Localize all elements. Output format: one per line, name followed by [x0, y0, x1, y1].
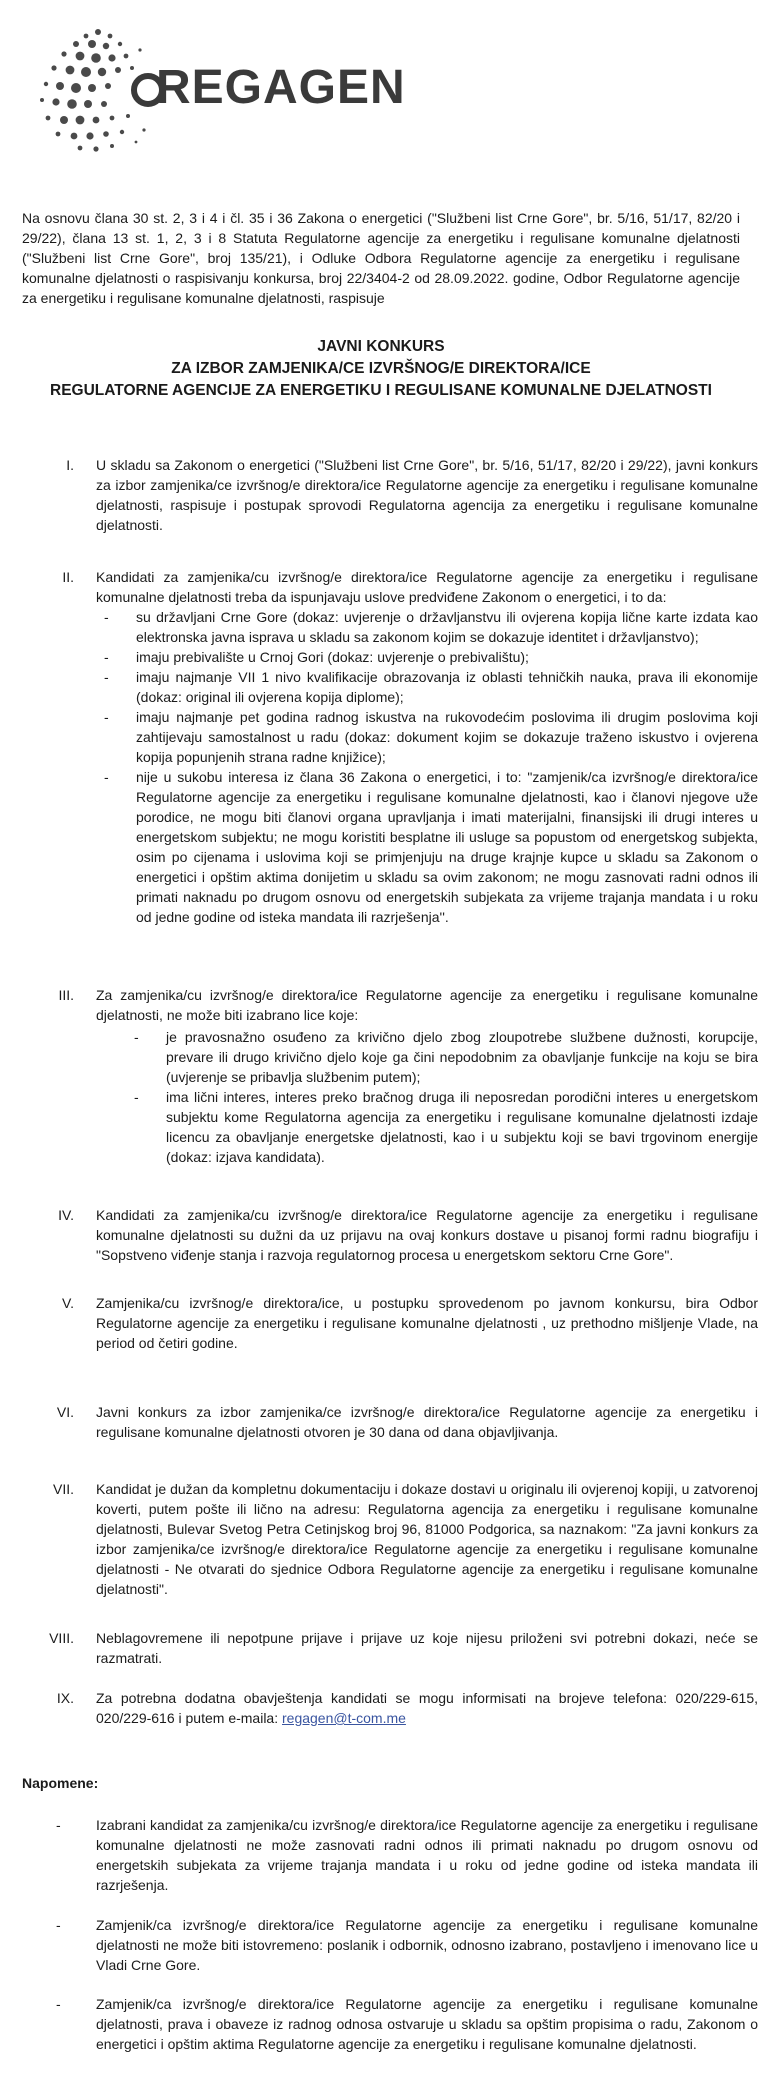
dots-icon [36, 26, 166, 154]
section-text: U skladu sa Zakonom o energetici ("Službeni list Crne Gore", br. 5/16, 51/17, 82/20 i 29/22), javni konkurs za izbor zamjenika/ce izvršnog/e direktora/ice Regulatorne agencije za energetiku i regulisane komunalne djelatnosti, raspisuje i postupak sprovodi Regulatorna agencija za energetiku i regulisane komunalne djelatnosti. [96, 457, 758, 533]
list-item-text: imaju najmanje VII 1 nivo kvalifikacije obrazovanja iz oblasti tehničkih nauka, prava ili ekonomije (dokaz: original ili ovjerena kopija diplome); [136, 669, 758, 705]
regagen-logo [36, 26, 406, 154]
list-item: - imaju najmanje VII 1 nivo kvalifikacije obrazovanja iz oblasti tehničkih nauka, prava ili ekonomije (dokaz: original ili ovjerena kopija diplome); [104, 669, 758, 705]
list-item: - imaju prebivalište u Crnoj Gori (dokaz: uvjerenje o prebivalištu); [96, 647, 758, 667]
contact-text: Za potrebna dodatna obavještenja kandidati se mogu informisati na brojeve telefona: 020/229-615, 020/229-616 i putem e-maila: [96, 1690, 758, 1726]
list-item-text: imaju najmanje pet godina radnog iskustva na rukovodećim poslovima ili drugim poslovima koji zahtijevaju samostalnost u radu (dokaz: dokument kojim se dokazuje traženo iskustvo i ovjerena kopija popunjenih strana radne knjižice); [136, 709, 758, 765]
section-number: III. [58, 987, 74, 1003]
title-line-2: ZA IZBOR ZAMJENIKA/CE IZVRŠNOG/E DIREKTORA/ICE [171, 360, 591, 377]
section-number: IX. [56, 1690, 74, 1706]
list-item-text: su državljani Crne Gore (dokaz: uvjerenje o državljanstvu ili ovjerena kopija lične karte izdata kao elektronska javna isprava u skladu sa zakonom kojim se dokazuje identitet i državljanstvo); [136, 609, 758, 645]
email-link[interactable]: regagen@t-com.me [282, 1710, 406, 1726]
list-item-text: ima lični interes, interes preko bračnog druga ili neposredan porodični interes u energetskom subjektu kome Regulatorna agencija za energetiku i regulisane komunalne djelatnosti izdaje licencu za obavljanje energetske djelatnosti, kao i u subjektu koji se bavi trgovinom energije (dokaz: izjava kandidata). [166, 1089, 758, 1165]
section-number: IV. [58, 1207, 74, 1223]
note-text: Izabrani kandidat za zamjenika/cu izvršnog/e direktora/ice Regulatorne agencije za energetiku i regulisane komunalne djelatnosti ne može zasnovati radni odnos ili primati naknadu po drugom osnovu od energetskih subjekata za vrijeme trajanja mandata i u roku od jedne godine od isteka mandata ili razrješenja. [96, 1817, 758, 1893]
exclusions-list [96, 1027, 758, 1167]
document-title [22, 336, 740, 402]
note-text: Zamjenik/ca izvršnog/e direktora/ice Regulatorne agencije za energetiku i regulisane komunalne djelatnosti ne može biti istovremeno: poslanik i odbornik, odnosno izabrano, postavljeno i imenovano lice u Vladi Crne Gore. [96, 1917, 758, 1973]
list-item: - je pravosnažno osuđeno za krivično djelo zbog zloupotrebe službene dužnosti, korupcije, prevare ili drugo krivično djelo koje ga čini nepodobnim za obavljanje funkcije na koju se bira (uvjerenje se pribavlja službenim putem); [134, 1029, 758, 1085]
intro-paragraph: Na osnovu člana 30 st. 2, 3 i 4 i čl. 35 i 36 Zakona o energetici ("Službeni list Crne Gore", br. 5/16, 51/17, 82/20 i 29/22), člana 13 st. 1, 2, 3 i 8 Statuta Regulatorne agencije za energetiku i regulisane komunalne djelatnosti ("Službeni list Crne Gore", broj 135/21), i Odluke Odbora Regulatorne agencije za energetiku i regulisane komunalne djelatnosti o raspisivanju konkursa, broj 22/3404-2 od 28.09.2022. godine, Odbor Regulatorne agencije za energetiku i regulisane komunalne djelatnosti, raspisuje [22, 210, 740, 306]
list-item: - su državljani Crne Gore (dokaz: uvjerenje o državljanstvu ili ovjerena kopija lične karte izdata kao elektronska javna isprava u skladu sa zakonom kojim se dokazuje identitet i državljanstvo); [104, 609, 758, 645]
requirements-list [96, 607, 758, 927]
section-text: Kandidati za zamjenika/cu izvršnog/e direktora/ice Regulatorne agencije za energetiku i regulisane komunalne djelatnosti treba da ispunjavaju uslove predviđene Zakonom o energetici, i to da: [96, 569, 758, 605]
logo-wordmark: REGAGEN [156, 61, 406, 114]
document-page: REGAGEN Na osnovu člana 30 st. 2, 3 i 4 i čl. 35 i 36 Zakona o energetici ("Službeni list Crne Gore", br. 5/16, 51/17, 82/20 i 29/22), člana 13 st. 1, 2, 3 i 8 Statuta Regulatorne agencije za energetiku i regulisane komunalne djelatnosti ("Službeni list Crne Gore", broj 135/21), i Odluke Odbora Regulatorne agencije za energetiku i regulisane komunalne djelatnosti o raspisivanju konkursa, broj 22/3404-2 od 28.09.2022. godine, Odbor Regulatorne agencije za energetiku i regulisane komunalne djelatnosti, raspisuje JAVNI KONKURS ZA IZBOR ZAMJENIKA/CE IZVRŠNOG/E DIREKTORA/ICE REGULATORNE AGENCIJE ZA ENERGETIKU I REGULISANE KOMUNALNE DJELATNOSTI I. U skladu sa Zakonom o energetici ("Službeni list Crne Gore", br. 5/16, 51/17, 82/20 i 29/22), javni konkurs za izbor zamjenika/ce izvršnog/e direktora/ice Regulatorne agencije za energetiku i regulisane komunalne djelatnosti, raspisuje i postupak sprovodi Regulatorna agencija za energetiku i regulisane komunalne djelatnosti. II. Kandidati za zamjenika/cu izvršnog/e direktora/ice Regulatorne agencije za energetiku i regulisane komunalne djelatnosti treba da ispunjavaju uslove predviđene Zakonom o energetici, i to da: - su državljani Crne Gore (dokaz: uvjerenje o državljanstvu ili ovjerena kopija lične karte izdata kao elektronska javna isprava u skladu sa zakonom kojim se dokazuje identitet i državljanstvo); - imaju prebivalište u Crnoj Gori (dokaz: uvjerenje o prebivalištu); - imaju najmanje VII 1 nivo kvalifikacije obrazovanja iz oblasti tehničkih nauka, prava ili ekonomije (dokaz: original ili ovjerena kopija diplome); - imaju najmanje pet godina radnog iskustva na rukovodećim poslovima ili drugim poslovima koji zahtijevaju samostalnost u radu (dokaz: dokument kojim se dokazuje traženo iskustvo i ovjerena kopija popunjenih strana radne knjižice); - nije u sukobu interesa iz člana 36 Zakona o energetici, i to: "zamjenik/ca izvršnog/e direktora/ice Regulatorne agencije za energetiku i regulisane komunalne djelatnosti, kao i članovi njegove uže porodice, ne mogu biti članovi organa upravljanja i imati materijalni, finansijski ili drugi interes u energetskom subjektu; ne mogu koristiti besplatne ili usluge sa popustom od energetskog subjekta, osim po cijenama i uslovima koji se primjenjuju na druge krajnje kupce u skladu sa Zakonom o energetici i opštim aktima donijetim u skladu sa ovim zakonom; ne mogu zasnovati radni odnos ili primati naknadu po drugom osnovu od energetskih subjekata za vrijeme trajanja mandata i u roku od jedne godine od isteka mandata ili razrješenja''. III. Za zamjenika/cu izvršnog/e direktora/ice Regulatorne agencije za energetiku i regulisane komunalne djelatnosti, ne može biti izabrano lice koje: - je pravosnažno osuđeno za krivično djelo zbog zloupotrebe službene dužnosti, korupcije, prevare ili drugo krivično djelo koje ga čini nepodobnim za obavljanje funkcije na koju se bira (uvjerenje se pribavlja službenim putem); - ima lični interes, interes preko bračnog druga ili neposredan porodični interes u energetskom subjektu kome Regulatorna agencija za energetiku i regulisane komunalne djelatnosti izdaje licencu za obavljanje energetske djelatnosti, kao i u subjektu koji se bavi trgovinom energije (dokaz: izjava kandidata). IV. Kandidati za zamjenika/cu izvršnog/e direktora/ice Regulatorne agencije za energetiku i regulisane komunalne djelatnosti su dužni da uz prijavu na ovaj konkurs dostave u pisanoj formi radnu biografiju i "Sopstveno viđenje stanja i razvoja regulatornog procesa u energetskom sektoru Crne Gore". V. Zamjenika/cu izvršnog/e direktora/ice, u postupku sprovedenom po javnom konkursu, bira Odbor Regulatorne agencije za energetiku i regulisane komunalne djelatnosti , uz prethodno mišljenje Vlade, na period od četiri godine. VI. Javni konkurs za izbor zamjenika/ce izvršnog/e direktora/ice Regulatorne agencije za energetiku i regulisane komunalne djelatnosti otvoren je 30 dana od dana objavljivanja. VII. Kandidat je dužan da kompletnu dokumentaciju i dokaze dostavi u originalu ili ovjerenoj kopiji, u zatvorenoj koverti, putem pošte ili lično na adresu: Regulatorna agencija za energetiku i regulisane komunalne djelatnosti, Bulevar Svetog Petra Cetinjskog broj 96, 81000 Podgorica, sa naznakom: "Za javni konkurs za izbor zamjenika/ce izvršnog/e direktora/ice Regulatorne agencije za energetiku i regulisane komunalne djelatnosti - Ne otvarati do sjednice Odbora Regulatorne agencije za energetiku i regulisane komunalne djelatnosti". VIII. Neblagovremene ili nepotpune prijave i prijave uz koje nijesu priloženi svi potrebni dokazi, neće se razmatrati. IX. Za potrebna dodatna obavještenja kandidati se mogu informisati na brojeve telefona: 020/229-615, 020/229-616 i putem e-maila: regagen@t-com.me Napomene: - Izabrani kandidat za zamjenika/cu izvršnog/e direktora/ice Regulatorne agencije za energetiku i regulisane komunalne djelatnosti ne može zasnovati radni odnos ili primati naknadu po drugom osnovu od energetskih subjekata za vrijeme trajanja mandata i u roku od jedne godine od isteka mandata ili razrješenja. - Zamjenik/ca izvršnog/e direktora/ice Regulatorne agencije za energetiku i regulisane komunalne djelatnosti ne može biti istovremeno: poslanik i odbornik, odnosno izabrano, postavljeno i imenovano lice u Vladi Crne Gore. - Zamjenik/ca izvršnog/e direktora/ice Regulatorne agencije za energetiku i regulisane komunalne djelatnosti, prava i obaveze iz radnog odnosa ostvaruje u skladu sa opštim propisima o radu, Zakonom o energetici i opštim aktima Regulatorne agencije za energetiku i regulisane komunalne djelatnosti. [0, 0, 762, 2097]
list-item-text: je pravosnažno osuđeno za krivično djelo zbog zloupotrebe službene dužnosti, korupcije, prevare ili drugo krivično djelo koje ga čini nepodobnim za obavljanje funkcije na koju se bira (uvjerenje se pribavlja službenim putem); [166, 1029, 758, 1085]
section-number: V. [62, 1295, 74, 1311]
list-item-text: imaju prebivalište u Crnoj Gori (dokaz: uvjerenje o prebivalištu); [136, 649, 529, 665]
title-line-3: REGULATORNE AGENCIJE ZA ENERGETIKU I REGULISANE KOMUNALNE DJELATNOSTI [50, 382, 712, 399]
note-text: Zamjenik/ca izvršnog/e direktora/ice Regulatorne agencije za energetiku i regulisane komunalne djelatnosti, prava i obaveze iz radnog odnosa ostvaruje u skladu sa opštim propisima o radu, Zakonom o energetici i opštim aktima Regulatorne agencije za energetiku i regulisane komunalne djelatnosti. [96, 1996, 758, 2052]
section-text: Neblagovremene ili nepotpune prijave i prijave uz koje nijesu priloženi svi potrebni dokazi, neće se razmatrati. [96, 1630, 758, 1666]
notes-heading: Napomene: [22, 1775, 99, 1791]
section-text: Kandidati za zamjenika/cu izvršnog/e direktora/ice Regulatorne agencije za energetiku i regulisane komunalne djelatnosti su dužni da uz prijavu na ovaj konkurs dostave u pisanoj formi radnu biografiju i "Sopstveno viđenje stanja i razvoja regulatornog procesa u energetskom sektoru Crne Gore". [96, 1207, 758, 1263]
section-text: Zamjenika/cu izvršnog/e direktora/ice, u postupku sprovedenom po javnom konkursu, bira Odbor Regulatorne agencije za energetiku i regulisane komunalne djelatnosti , uz prethodno mišljenje Vlade, na period od četiri godine. [96, 1295, 758, 1351]
list-item: - ima lični interes, interes preko bračnog druga ili neposredan porodični interes u energetskom subjektu kome Regulatorna agencija za energetiku i regulisane komunalne djelatnosti izdaje licencu za obavljanje energetske djelatnosti, kao i u subjektu koji se bavi trgovinom energije (dokaz: izjava kandidata). [134, 1089, 758, 1165]
section-number: VIII. [49, 1630, 74, 1646]
title-line-1: JAVNI KONKURS [317, 338, 445, 355]
section-number: VII. [52, 1481, 74, 1497]
section-number: II. [62, 569, 74, 585]
section-number: I. [66, 457, 74, 473]
list-item: - imaju najmanje pet godina radnog iskustva na rukovodećim poslovima ili drugim poslovima koji zahtijevaju samostalnost u radu (dokaz: dokument kojim se dokazuje traženo iskustvo i ovjerena kopija popunjenih strana radne knjižice); [104, 709, 758, 765]
list-item-text: nije u sukobu interesa iz člana 36 Zakona o energetici, i to: "zamjenik/ca izvršnog/e direktora/ice Regulatorne agencije za energetiku i regulisane komunalne djelatnosti, kao i članovi njegove uže porodice, ne mogu biti članovi organa upravljanja i imati materijalni, finansijski ili drugi interes u energetskom subjektu; ne mogu koristiti besplatne ili usluge sa popustom od energetskog subjekta, osim po cijenama i uslovima koji se primjenjuju na druge krajnje kupce u skladu sa Zakonom o energetici i opštim aktima donijetim u skladu sa ovim zakonom; ne mogu zasnovati radni odnos ili primati naknadu po drugom osnovu od energetskih subjekata za vrijeme trajanja mandata i u roku od jedne godine od isteka mandata ili razrješenja''. [136, 769, 758, 925]
section-text: Javni konkurs za izbor zamjenika/ce izvršnog/e direktora/ice Regulatorne agencije za energetiku i regulisane komunalne djelatnosti otvoren je 30 dana od dana objavljivanja. [96, 1404, 758, 1440]
list-item: - nije u sukobu interesa iz člana 36 Zakona o energetici, i to: "zamjenik/ca izvršnog/e direktora/ice Regulatorne agencije za energetiku i regulisane komunalne djelatnosti, kao i članovi njegove uže porodice, ne mogu biti članovi organa upravljanja i imati materijalni, finansijski ili drugi interes u energetskom subjektu; ne mogu koristiti besplatne ili usluge sa popustom od energetskog subjekta, osim po cijenama i uslovima koji se primjenjuju na druge krajnje kupce u skladu sa Zakonom o energetici i opštim aktima donijetim u skladu sa ovim zakonom; ne mogu zasnovati radni odnos ili primati naknadu po drugom osnovu od energetskih subjekata za vrijeme trajanja mandata i u roku od jedne godine od isteka mandata ili razrješenja''. [104, 769, 758, 925]
section-text: Kandidat je dužan da kompletnu dokumentaciju i dokaze dostavi u originalu ili ovjerenoj kopiji, u zatvorenoj koverti, putem pošte ili lično na adresu: Regulatorna agencija za energetiku i regulisane komunalne djelatnosti, Bulevar Svetog Petra Cetinjskog broj 96, 81000 Podgorica, sa naznakom: "Za javni konkurs za izbor zamjenika/ce izvršnog/e direktora/ice Regulatorne agencije za energetiku i regulisane komunalne djelatnosti - Ne otvarati do sjednice Odbora Regulatorne agencije za energetiku i regulisane komunalne djelatnosti". [96, 1481, 758, 1597]
section-text: Za zamjenika/cu izvršnog/e direktora/ice Regulatorne agencije za energetiku i regulisane komunalne djelatnosti, ne može biti izabrano lice koje: [96, 987, 758, 1023]
section-number: VI. [56, 1404, 74, 1420]
section-text [96, 1688, 758, 1728]
